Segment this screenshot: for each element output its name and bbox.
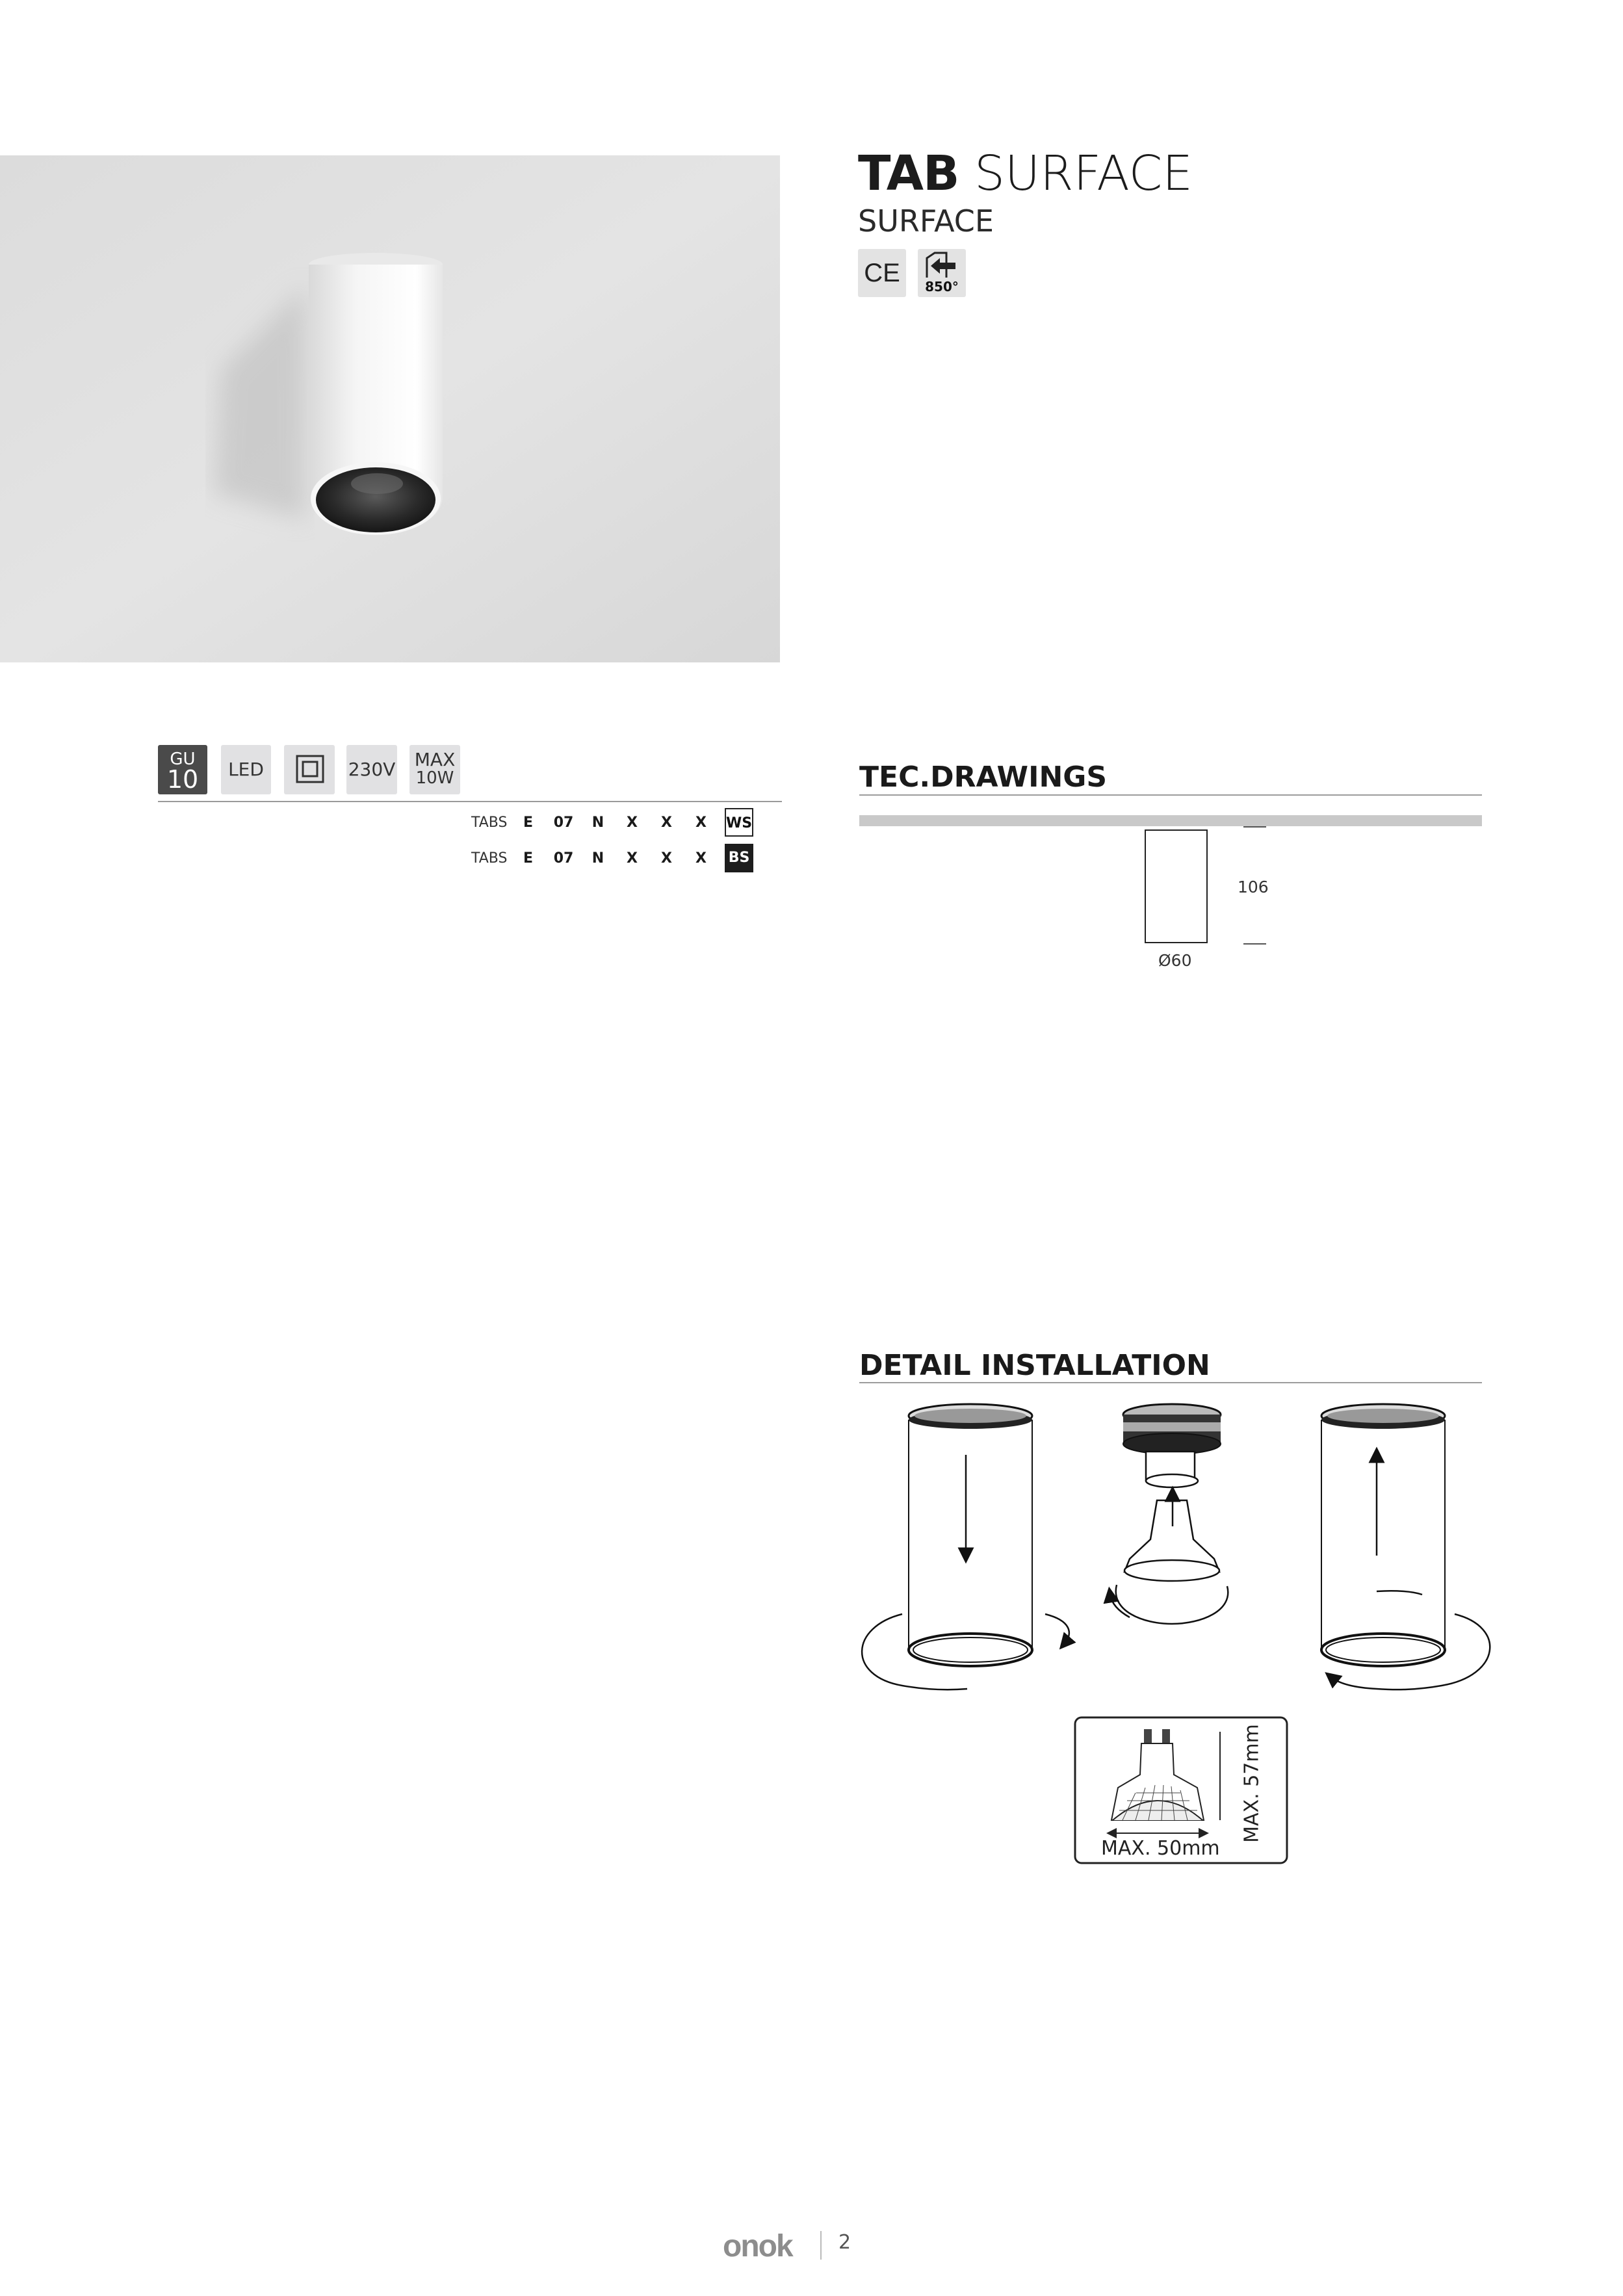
power-badge (409, 745, 460, 794)
code-part: X (695, 850, 707, 867)
code-row (471, 842, 753, 874)
max-height-label: MAX. 57mm (1240, 1724, 1264, 1843)
tec-drawings-heading: TEC.DRAWINGS (859, 761, 1108, 794)
code-part: X (661, 814, 672, 831)
ce-mark-icon: CE (858, 249, 906, 297)
code-part: X (627, 814, 638, 831)
code-part: 07 (553, 814, 574, 831)
height-dimension: 106 (1238, 878, 1269, 896)
technical-drawing (1105, 816, 1300, 985)
detail-installation-rule (859, 1382, 1482, 1383)
glow-wire-icon (918, 249, 966, 297)
page-number: 2 (838, 2231, 851, 2254)
socket-line1: GU (170, 750, 196, 769)
color-code-black: BS (725, 844, 753, 872)
socket-badge (158, 745, 207, 794)
code-part: X (627, 850, 638, 867)
product-title (858, 144, 1193, 203)
power-line2: 10W (415, 768, 454, 788)
color-code-white: WS (725, 808, 753, 837)
power-line1: MAX (414, 749, 456, 770)
glow-wire-symbol (918, 249, 966, 281)
code-family: TABS (471, 814, 508, 831)
voltage-badge: 230V (346, 745, 397, 794)
glow-wire-label: 850° (925, 279, 959, 294)
tec-drawings-rule (859, 794, 1482, 796)
diameter-dimension: Ø60 (1158, 951, 1192, 970)
max-width-label: MAX. 50mm (1101, 1837, 1220, 1860)
code-row (471, 806, 753, 839)
product-photo (0, 155, 780, 662)
rotate-arrow-icon (1045, 1614, 1069, 1643)
source-badge: LED (221, 745, 271, 794)
code-part: X (695, 814, 707, 831)
product-subtitle: SURFACE (858, 203, 994, 239)
install-step-2 (1110, 1404, 1228, 1624)
code-part: 07 (553, 850, 574, 867)
install-step-1 (862, 1404, 1069, 1689)
socket-line2: 10 (166, 765, 199, 794)
code-family: TABS (471, 850, 508, 867)
detail-installation-heading: DETAIL INSTALLATION (859, 1349, 1210, 1382)
code-part: N (591, 814, 604, 831)
spec-divider (158, 801, 782, 802)
footer-divider (820, 2231, 822, 2260)
code-part: E (523, 850, 534, 867)
product-title-light: SURFACE (974, 146, 1193, 202)
code-part: N (591, 850, 604, 867)
product-title-bold: TAB (858, 146, 959, 202)
class-2-icon (284, 745, 335, 794)
installation-diagram (857, 1396, 1494, 1702)
brand-logo: onok (723, 2229, 792, 2263)
code-part: X (661, 850, 672, 867)
code-part: E (523, 814, 534, 831)
install-step-3 (1321, 1404, 1490, 1689)
